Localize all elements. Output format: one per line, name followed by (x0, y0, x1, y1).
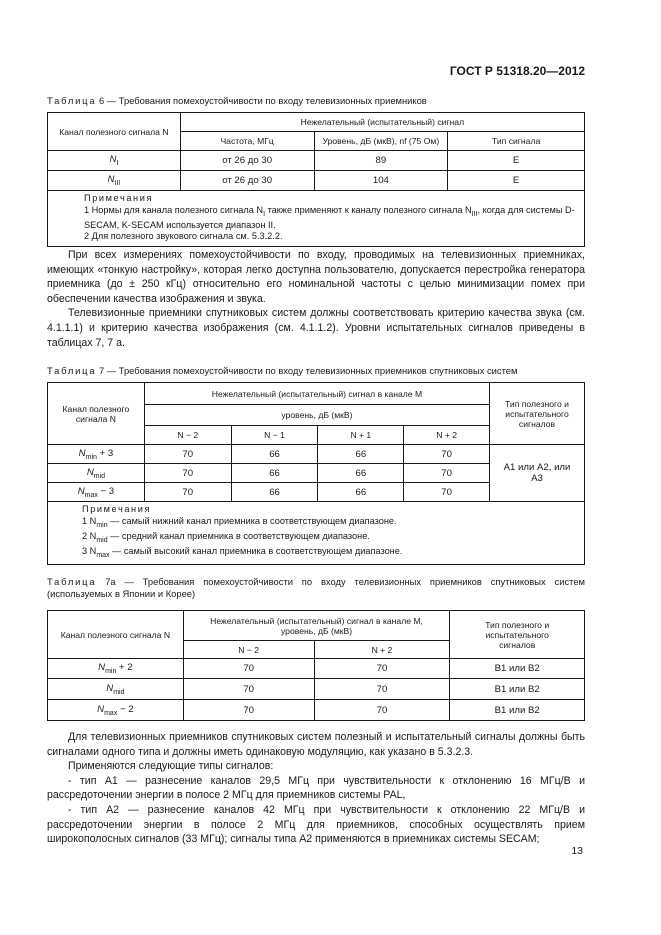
table7-caption (47, 365, 517, 377)
table7a-cell-channel: $N_{max} - 2$ (48, 700, 184, 721)
table7-subcol: N − 2 (144, 426, 231, 445)
table7a-caption-text: 7а — Требования помехоустойчивости по входу телевизионных приемников спутниковых систем (используемых в Японии и Корее) (47, 576, 585, 599)
paragraph: При всех измерениях помехоустойчивости по входу, проводимых на телевизионных приемниках, имеющих «тонкую настройку», которая легко доступна пользователю, допускается перестройка генератора приемника (до ± 250 кГц) относительно его номинальной частоты с целью минимизации помех при обеспечении качества изображения и звука. (47, 249, 585, 305)
table7a-col-channel: Канал полезного сигнала N (48, 611, 184, 659)
table7a-col-type: Тип полезного и испытательного сигналов (450, 611, 585, 659)
table-row (48, 445, 585, 464)
table7a-group-header: Нежелательный (испытательный) сигнал в канале M, уровень, дБ (мкВ) (183, 611, 450, 641)
table6-col-type: Тип сигнала (448, 132, 585, 151)
table7-group-header: Нежелательный (испытательный) сигнал в канале M (144, 383, 489, 405)
table7-cell-channel: $N_{min} + 3$ (48, 445, 145, 464)
table-row (48, 700, 585, 721)
table6-group-header: Нежелательный (испытательный) сигнал (180, 113, 584, 132)
table7a-cell: 70 (314, 700, 450, 721)
paragraph: Применяются следующие типы сигналов: (68, 760, 274, 773)
table7-note: 1 $N_{min}$ — самый нижний канал приемника в соответствующем диапазоне. (82, 515, 397, 529)
table7-subcol: N + 2 (404, 426, 490, 445)
table7-subcol: N + 1 (318, 426, 404, 445)
table6-label: Таблица (47, 95, 97, 106)
table7-label: Таблица (47, 365, 97, 376)
body-text-2 (47, 730, 585, 847)
table7a-cell: 70 (314, 679, 450, 700)
table7a-cell-type: В1 или В2 (450, 700, 585, 721)
table7a-cell: 70 (183, 700, 314, 721)
table7a-cell: 70 (314, 659, 450, 679)
table7a-cell-type: В1 или В2 (450, 659, 585, 679)
table6-notes-row (48, 191, 585, 247)
table7-caption-text: 7 — Требования помехоустойчивости по входу телевизионных приемников спутниковых систем (98, 365, 518, 376)
table6-cell-level: 89 (314, 151, 448, 171)
table7-cell: 70 (144, 483, 231, 502)
table7-cell-channel: $N_{max} - 3$ (48, 483, 145, 502)
paragraph: Для телевизионных приемников спутниковых систем полезный и испытательный сигналы должны быть сигналами одного типа и должны иметь одинаковую модуляцию, как указано в 5.3.2.3. (47, 731, 585, 758)
paragraph: - тип А2 — разнесение каналов 42 МГц при чувствительности к отклонению 22 МГц/В и рассредоточении энергии в полосе 2 МГц для приемников, способных осуществлять прием широкополосных сигналов (33 МГц); сигналы типа А2 применяются в приемниках системы SECAM; (47, 803, 585, 846)
table7a-cell-channel: $N_{min} + 2$ (48, 659, 184, 679)
table6-cell-level: 104 (314, 171, 448, 191)
table7 (47, 382, 585, 565)
table-row (48, 171, 585, 191)
paragraph: - тип А1 — разнесение каналов 29,5 МГц при чувствительности к отклонению 16 МГц/В и рассредоточении энергии в полосе 2 МГц для приемников системы PAL, (47, 774, 585, 802)
table6-cell-freq: от 26 до 30 (180, 151, 314, 171)
table7-subcol: N − 1 (231, 426, 318, 445)
table6-caption-text: 6 — Требования помехоустойчивости по входу телевизионных приемников (98, 95, 427, 106)
table6-cell-type: E (448, 151, 585, 171)
table6-cell-freq: от 26 до 30 (180, 171, 314, 191)
table7-level-header: уровень, дБ (мкВ) (144, 405, 489, 426)
table7a-subcol: N − 2 (183, 641, 314, 659)
page-number: 13 (571, 845, 583, 857)
table7-notes (48, 502, 585, 565)
table7-cell: 70 (404, 445, 490, 464)
table7-note: 3 $N_{max}$ — самый высокий канал приемника в соответствующем диапазоне. (82, 546, 403, 559)
table7-cell: 70 (404, 483, 490, 502)
table6-notes-title: Примечания (84, 193, 154, 203)
table6-cell-type: E (448, 171, 585, 191)
standard-code-header: ГОСТ Р 51318.20—2012 (449, 64, 585, 78)
table7a-label: Таблица (47, 576, 97, 587)
table-row (48, 659, 585, 679)
table7-notes-row (48, 502, 585, 565)
table7a-subcol: N + 2 (314, 641, 450, 659)
table-row (48, 679, 585, 700)
table7-col-type: Тип полезного и испытательного сигналов (490, 383, 585, 445)
table7-notes-title: Примечания (82, 504, 152, 514)
table7-cell: 70 (404, 464, 490, 483)
table6-col-level: Уровень, дБ (мкВ), nf (75 Ом) (314, 132, 448, 151)
table7a-cell-type: В1 или В2 (450, 679, 585, 700)
table6-col-freq: Частота, МГц (180, 132, 314, 151)
table7-note: 2 $N_{mid}$ — средний канал приемника в соответствующем диапазоне. (82, 530, 370, 544)
table7a-cell: 70 (183, 679, 314, 700)
table6 (47, 112, 585, 247)
table6-caption (47, 95, 427, 107)
table6-cell-channel: $N_{III}$ (48, 171, 181, 191)
table7-cell: 66 (231, 483, 318, 502)
table6-notes (48, 191, 585, 247)
table7-cell: 66 (231, 464, 318, 483)
table-row (48, 151, 585, 171)
table7-cell: 66 (231, 445, 318, 464)
table7-type-cell: А1 или А2, или А3 (490, 445, 585, 502)
table7a-cell-channel: $N_{mid}$ (48, 679, 184, 700)
body-text-1 (47, 248, 585, 350)
table7-cell: 66 (318, 464, 404, 483)
table7a (47, 610, 585, 721)
table7-cell: 66 (318, 445, 404, 464)
table7-col-channel: Канал полезного сигнала N (48, 383, 145, 445)
table7-cell: 66 (318, 483, 404, 502)
table7a-caption (47, 576, 585, 600)
table7-cell: 70 (144, 464, 231, 483)
table6-cell-channel: $N_I$ (48, 151, 181, 171)
table6-note-2: 2 Для полезного звукового сигнала см. 5.3.2.2. (84, 231, 283, 242)
paragraph: Телевизионные приемники спутниковых систем должны соответствовать критерию качества звука (см. 4.1.1.1) и критерию качества изображения (см. 4.1.1.2). Уровни испытательных сигналов приведены в таблицах 7, 7 а. (47, 307, 585, 349)
table7-cell-channel: $N_{mid}$ (48, 464, 145, 483)
table6-col-channel: Канал полезного сигнала N (48, 113, 181, 151)
table7a-cell: 70 (183, 659, 314, 679)
table7-cell: 70 (144, 445, 231, 464)
table6-note-1: 1 Нормы для канала полезного сигнала $N_I$ также применяют к каналу полезного сигнала $N_{III}$, когда для системы D-SECAM, K-SECAM используется диапазон II. (84, 204, 575, 230)
